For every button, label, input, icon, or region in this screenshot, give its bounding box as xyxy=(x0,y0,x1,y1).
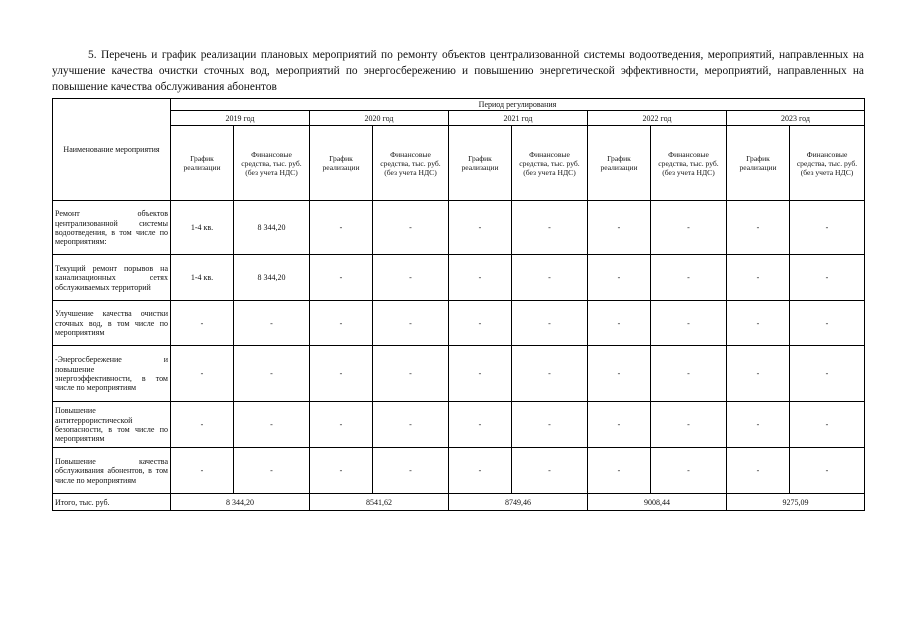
cell-value: - xyxy=(373,301,449,346)
cell-value: - xyxy=(651,402,727,448)
cell-value: - xyxy=(512,448,588,494)
cell-value: - xyxy=(512,301,588,346)
cell-value: - xyxy=(588,255,651,301)
cell-value: - xyxy=(588,448,651,494)
header-schedule: График реализации xyxy=(727,126,790,201)
header-schedule: График реализации xyxy=(588,126,651,201)
total-2022: 9008,44 xyxy=(588,494,727,511)
cell-value: - xyxy=(790,255,865,301)
row-activity-name: -Энергосбережение и повышение энергоэффективности, в том числе по мероприятиям xyxy=(53,346,171,402)
total-2023: 9275,09 xyxy=(727,494,865,511)
row-activity-name: Повышение антитеррористической безопасности, в том числе по мероприятиям xyxy=(53,402,171,448)
section-heading xyxy=(52,47,864,95)
total-2019: 8 344,20 xyxy=(171,494,310,511)
header-year-2021: 2021 год xyxy=(449,111,588,126)
cell-value: - xyxy=(790,201,865,255)
header-period: Период регулирования xyxy=(171,99,865,111)
cell-value: - xyxy=(727,346,790,402)
header-schedule: График реализации xyxy=(310,126,373,201)
total-row xyxy=(53,494,865,511)
cell-value: - xyxy=(588,201,651,255)
cell-value: - xyxy=(310,346,373,402)
header-finance: Финансовые средства, тыс. руб. (без учета НДС) xyxy=(790,126,865,201)
cell-value: - xyxy=(727,255,790,301)
cell-value: - xyxy=(727,448,790,494)
table-row xyxy=(53,346,865,402)
table-row xyxy=(53,301,865,346)
total-label: Итого, тыс. руб. xyxy=(53,494,171,511)
cell-value: - xyxy=(234,301,310,346)
cell-value: - xyxy=(651,301,727,346)
cell-value: - xyxy=(310,255,373,301)
total-2021: 8749,46 xyxy=(449,494,588,511)
header-year-2022: 2022 год xyxy=(588,111,727,126)
table-row xyxy=(53,448,865,494)
row-activity-name: Текущий ремонт порывов на канализационных сетях обслуживаемых территорий xyxy=(53,255,171,301)
cell-value: - xyxy=(790,402,865,448)
row-activity-name: Ремонт объектов централизованной системы водоотведения, в том числе по мероприятиям: xyxy=(53,201,171,255)
cell-value: - xyxy=(234,448,310,494)
header-schedule: График реализации xyxy=(171,126,234,201)
cell-value: - xyxy=(588,402,651,448)
cell-value: - xyxy=(310,301,373,346)
cell-value: - xyxy=(449,402,512,448)
header-finance: Финансовые средства, тыс. руб. (без учета НДС) xyxy=(651,126,727,201)
header-finance: Финансовые средства, тыс. руб. (без учета НДС) xyxy=(373,126,449,201)
cell-value: 1-4 кв. xyxy=(171,255,234,301)
cell-value: - xyxy=(651,255,727,301)
cell-value: - xyxy=(449,201,512,255)
cell-value: - xyxy=(171,346,234,402)
cell-value: - xyxy=(588,346,651,402)
cell-value: - xyxy=(727,201,790,255)
total-2020: 8541,62 xyxy=(310,494,449,511)
cell-value: - xyxy=(373,402,449,448)
cell-value: - xyxy=(512,346,588,402)
cell-value: 1-4 кв. xyxy=(171,201,234,255)
cell-value: - xyxy=(310,448,373,494)
header-year-2019: 2019 год xyxy=(171,111,310,126)
cell-value: - xyxy=(449,346,512,402)
header-finance: Финансовые средства, тыс. руб. (без учета НДС) xyxy=(512,126,588,201)
cell-value: - xyxy=(512,201,588,255)
row-activity-name: Повышение качества обслуживания абонентов, в том числе по мероприятиям xyxy=(53,448,171,494)
cell-value: - xyxy=(310,201,373,255)
cell-value: - xyxy=(790,346,865,402)
header-finance: Финансовые средства, тыс. руб. (без учета НДС) xyxy=(234,126,310,201)
cell-value: - xyxy=(234,402,310,448)
section-heading-text: 5. Перечень и график реализации плановых мероприятий по ремонту объектов централизованной системы водоотведения, мероприятий, направленных на улучшение качества очистки сточных вод, мероприятий по энергосбережению и повышению энергетической эффективности, мероприятий, направленных на повышение качества обслуживания абонентов xyxy=(52,49,864,93)
cell-value: - xyxy=(171,448,234,494)
cell-value: - xyxy=(373,201,449,255)
header-schedule: График реализации xyxy=(449,126,512,201)
cell-value: - xyxy=(727,301,790,346)
cell-value: 8 344,20 xyxy=(234,201,310,255)
table-row xyxy=(53,402,865,448)
cell-value: - xyxy=(512,402,588,448)
cell-value: - xyxy=(651,448,727,494)
header-activity-name: Наименование мероприятия xyxy=(53,99,171,201)
cell-value: - xyxy=(588,301,651,346)
cell-value: - xyxy=(373,255,449,301)
header-year-2020: 2020 год xyxy=(310,111,449,126)
plan-table xyxy=(52,98,865,511)
header-year-2023: 2023 год xyxy=(727,111,865,126)
table-row xyxy=(53,201,865,255)
cell-value: - xyxy=(790,448,865,494)
cell-value: - xyxy=(449,255,512,301)
row-activity-name: Улучшение качества очистки сточных вод, в том числе по мероприятиям xyxy=(53,301,171,346)
cell-value: - xyxy=(171,402,234,448)
cell-value: - xyxy=(651,201,727,255)
cell-value: - xyxy=(373,448,449,494)
cell-value: - xyxy=(373,346,449,402)
table-row xyxy=(53,255,865,301)
cell-value: - xyxy=(171,301,234,346)
cell-value: - xyxy=(234,346,310,402)
cell-value: - xyxy=(512,255,588,301)
cell-value: - xyxy=(310,402,373,448)
cell-value: - xyxy=(727,402,790,448)
cell-value: - xyxy=(790,301,865,346)
cell-value: - xyxy=(449,448,512,494)
cell-value: - xyxy=(651,346,727,402)
cell-value: - xyxy=(449,301,512,346)
cell-value: 8 344,20 xyxy=(234,255,310,301)
